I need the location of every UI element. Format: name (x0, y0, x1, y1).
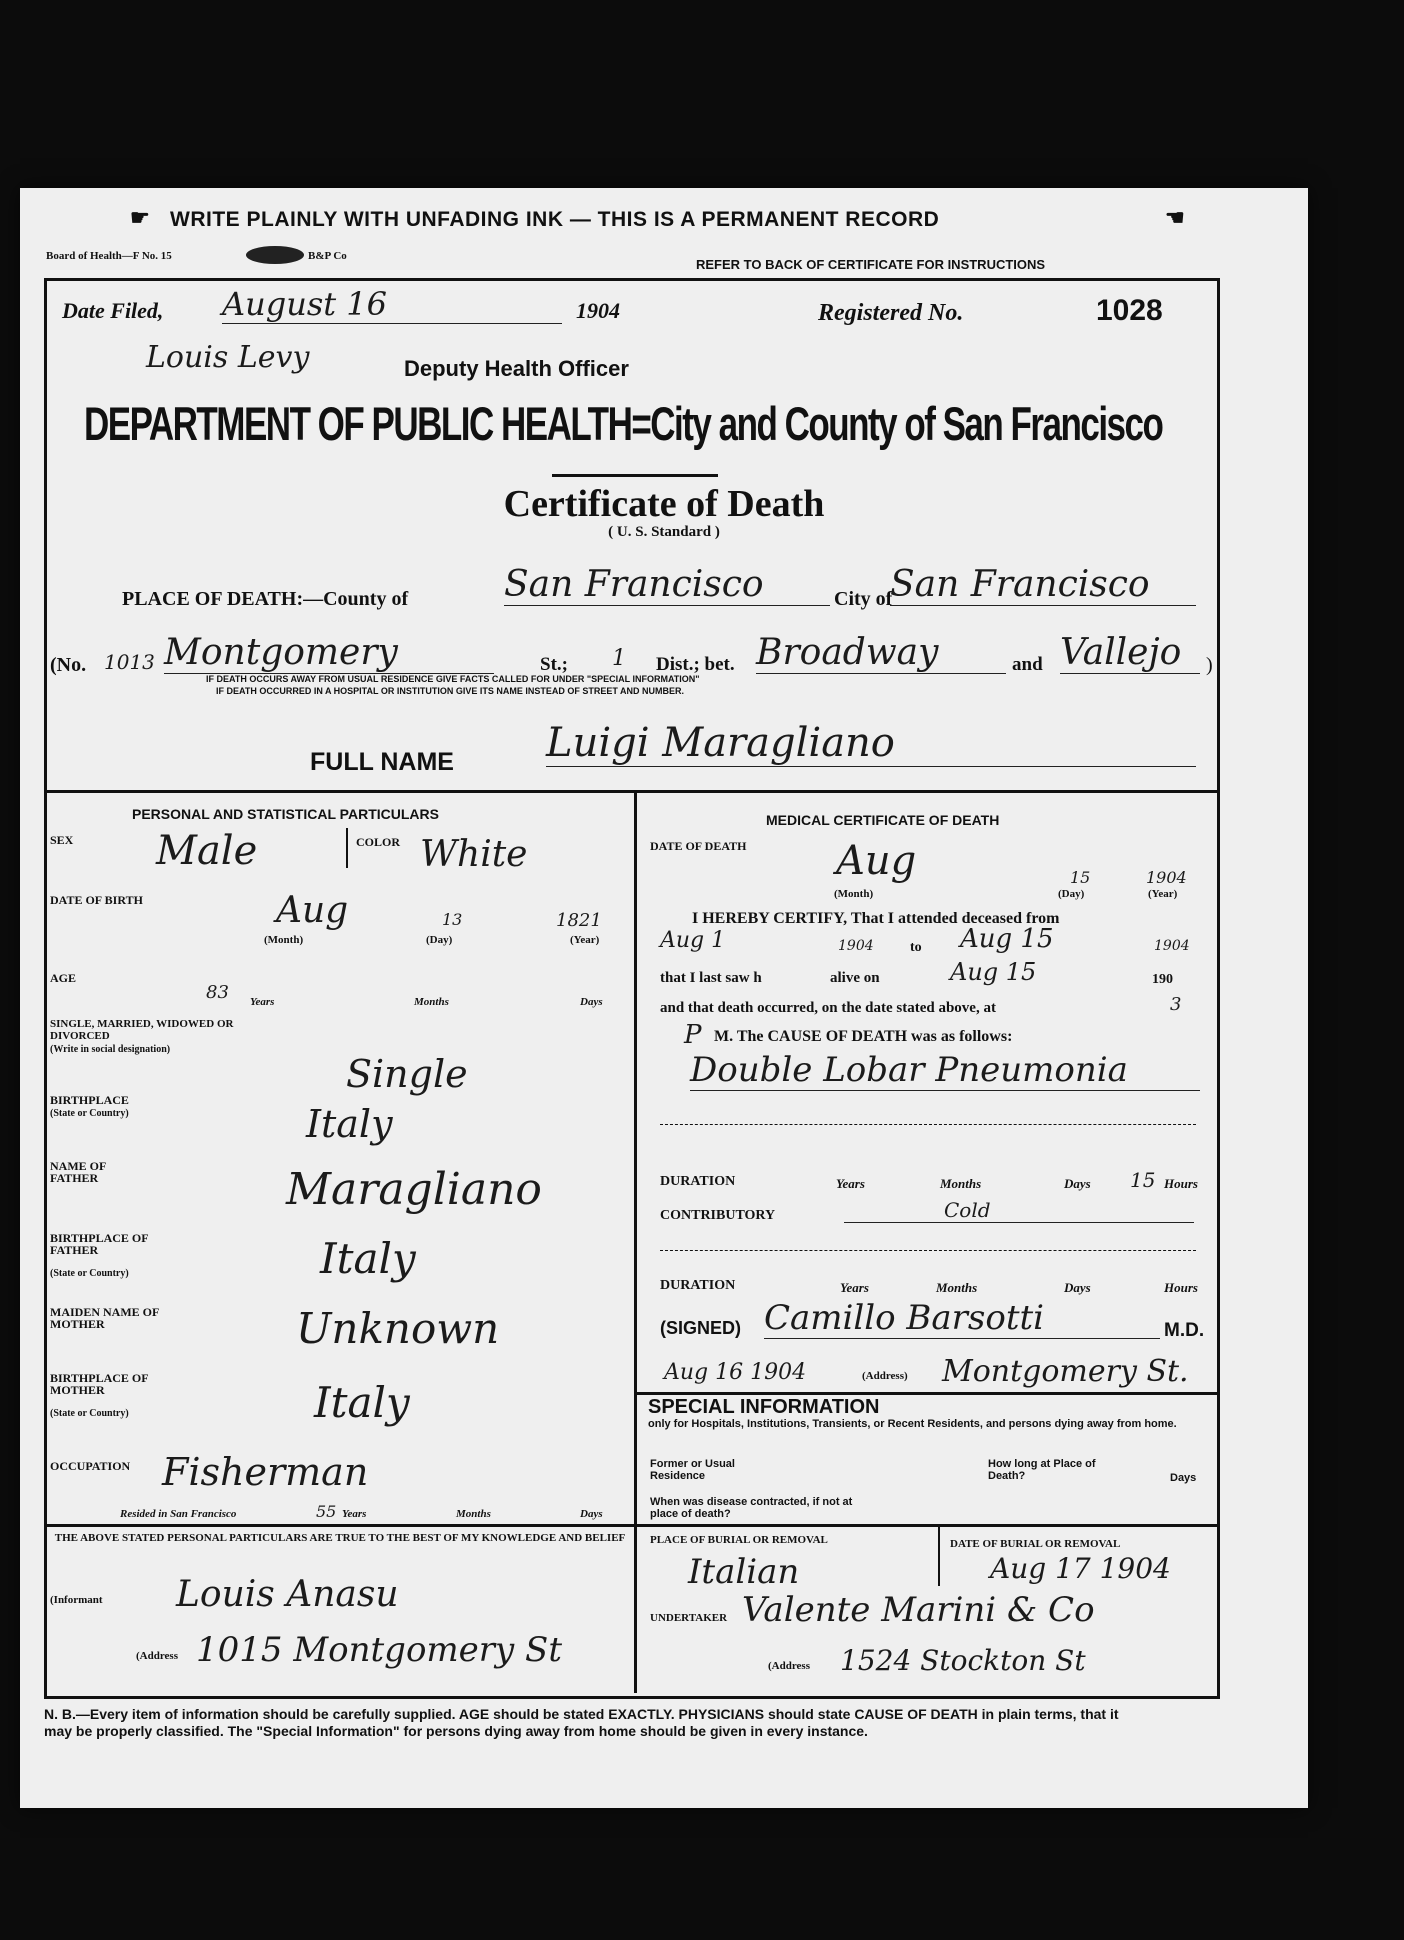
form-number: Board of Health—F No. 15 (46, 250, 172, 262)
personal-heading: PERSONAL AND STATISTICAL PARTICULARS (132, 806, 439, 822)
dob-day: 13 (442, 910, 463, 929)
undertaker-address-label: (Address (768, 1660, 810, 1672)
dod-month-label: (Month) (834, 888, 874, 900)
father-birthplace-value: Italy (320, 1234, 416, 1283)
refer-note: REFER TO BACK OF CERTIFICATE FOR INSTRUCTIONS (696, 257, 1046, 272)
mother-birthplace-value: Italy (314, 1378, 410, 1427)
cause-blank-line (660, 1124, 1196, 1125)
contributory-value: Cold (844, 1198, 1194, 1223)
dob-year: 1821 (556, 910, 602, 931)
dob-label: DATE OF BIRTH (50, 893, 143, 907)
date-filed-year: 1904 (576, 298, 620, 323)
resided-days-label: Days (580, 1508, 603, 1520)
place-label: PLACE OF DEATH:—County of (122, 588, 409, 610)
informant-address-value: 1015 Montgomery St (196, 1630, 562, 1670)
city-value: San Francisco (890, 564, 1196, 606)
alive-on-label: alive on (830, 970, 880, 986)
dod-year: 1904 (1146, 868, 1187, 887)
between-street-2: Vallejo (1060, 632, 1200, 674)
marital-value: Single (346, 1052, 468, 1096)
undertaker-value: Valente Marini & Co (742, 1590, 1095, 1630)
date-filed-label: Date Filed, (62, 298, 164, 323)
printer-name: B&P Co (308, 250, 347, 262)
pm-mark: P (684, 1020, 702, 1050)
county-value: San Francisco (504, 564, 830, 606)
district-value: 1 (612, 646, 626, 671)
resided-label: Resided in San Francisco (120, 1508, 237, 1520)
special-note: only for Hospitals, Institutions, Transients, or Recent Residents, and persons dying away from home. (648, 1418, 1177, 1430)
footer-note: N. B.—Every item of information should be carefully supplied. AGE should be stated EXACTLY. PHYSICIANS should state CAUSE OF DEATH in plain terms, that it may be properly classified. The "Special Information" for persons dying away from home should be given in every instance. (44, 1706, 1119, 1739)
attended-to: Aug 15 (960, 924, 1054, 954)
occupation-label: OCCUPATION (50, 1459, 131, 1473)
street-no-label: (No. (50, 654, 87, 676)
age-label: AGE (50, 971, 77, 985)
district-label: Dist.; bet. (656, 654, 735, 675)
department-title: DEPARTMENT OF PUBLIC HEALTH=City and County of San Francisco (84, 398, 1163, 451)
age-months-label: Months (414, 996, 449, 1008)
street-no-value: 1013 (104, 650, 155, 674)
birthplace-sublabel: (State or Country) (50, 1108, 129, 1119)
street-value: Montgomery (164, 632, 494, 674)
mother-birthplace-sublabel: (State or Country) (50, 1408, 129, 1419)
color-value: White (420, 834, 528, 875)
attended-to-label: to (910, 940, 922, 955)
physician-address-label: (Address) (862, 1370, 908, 1382)
special-days-label: Days (1170, 1472, 1197, 1484)
md-label: M.D. (1164, 1320, 1205, 1341)
marital-sublabel: (Write in social designation) (50, 1044, 171, 1055)
undertaker-address-value: 1524 Stockton St (840, 1644, 1086, 1677)
attest-rule (44, 1524, 636, 1527)
dob-month-label: (Month) (264, 934, 304, 946)
officer-signature: Louis Levy (146, 340, 310, 375)
dob-day-label: (Day) (426, 934, 453, 946)
standard-note: ( U. S. Standard ) (608, 524, 720, 540)
signed-label: (SIGNED) (660, 1318, 741, 1338)
birthplace-label: BIRTHPLACE (50, 1093, 129, 1107)
burial-divider (938, 1524, 940, 1586)
registered-label: Registered No. (818, 300, 964, 326)
special-rule (634, 1392, 1217, 1395)
age-years-label: Years (250, 996, 275, 1008)
signed-date: Aug 16 1904 (664, 1360, 807, 1385)
when-contracted-label: When was disease contracted, if not at place of death? (650, 1496, 853, 1520)
full-name-value: Luigi Maragliano (546, 720, 1196, 767)
certificate-title: Certificate of Death (503, 483, 825, 525)
former-residence-label: Former or Usual Residence (650, 1458, 735, 1482)
dod-label: DATE OF DEATH (650, 839, 747, 853)
dod-month: Aug (836, 838, 917, 884)
attended-from-year: 1904 (838, 938, 874, 954)
duration-days-label: Days (1064, 1176, 1091, 1191)
age-years: 83 (206, 982, 229, 1003)
father-birthplace-label: BIRTHPLACE OF FATHER (50, 1231, 149, 1257)
occurred-text: and that death occurred, on the date stated above, at (660, 1000, 996, 1016)
place-paren: ) (1206, 654, 1213, 676)
last-saw-label: that I last saw h (660, 970, 762, 986)
section-rule (44, 790, 1220, 793)
resided-years-label: Years (342, 1508, 367, 1520)
attended-from: Aug 1 (660, 928, 726, 953)
banner-arrow-icon: ☛ (130, 205, 150, 230)
duration-2-hours-label: Hours (1164, 1280, 1198, 1295)
physician-address-value: Montgomery St. (942, 1354, 1189, 1389)
mother-birthplace-label: BIRTHPLACE OF MOTHER (50, 1371, 149, 1397)
color-label: COLOR (356, 835, 401, 849)
dob-year-label: (Year) (570, 934, 600, 946)
duration-months-label: Months (940, 1176, 982, 1191)
marital-label: SINGLE, MARRIED, WIDOWED OR DIVORCED (50, 1018, 234, 1042)
certificate-sheet (20, 188, 1308, 1808)
place-note-2: IF DEATH OCCURRED IN A HOSPITAL OR INSTITUTION GIVE ITS NAME INSTEAD OF STREET AND NUMBER. (216, 686, 685, 696)
dod-day-label: (Day) (1058, 888, 1085, 900)
title-rule (552, 474, 718, 477)
cause-value: Double Lobar Pneumonia (690, 1050, 1200, 1091)
full-name-label: FULL NAME (310, 748, 454, 776)
sex-color-divider (346, 828, 348, 868)
cause-label: M. The CAUSE OF DEATH was as follows: (714, 1028, 1013, 1045)
registered-number: 1028 (1096, 294, 1163, 327)
dod-day: 15 (1070, 868, 1091, 887)
sex-value: Male (156, 828, 258, 874)
undertaker-label: UNDERTAKER (650, 1612, 728, 1624)
between-street-1: Broadway (756, 632, 1006, 674)
officer-title: Deputy Health Officer (404, 356, 629, 381)
mother-value: Unknown (296, 1304, 500, 1353)
date-filed-value: August 16 (222, 285, 562, 324)
and-label: and (1012, 654, 1043, 675)
duration-2-days-label: Days (1064, 1280, 1091, 1295)
column-divider (634, 790, 637, 1693)
street-label: St.; (540, 654, 568, 675)
last-saw-date: Aug 15 (950, 958, 1037, 986)
father-birthplace-sublabel: (State or Country) (50, 1268, 129, 1279)
burial-rule (634, 1524, 1217, 1527)
burial-date-value: Aug 17 1904 (990, 1552, 1171, 1585)
attest-text: THE ABOVE STATED PERSONAL PARTICULARS ARE TRUE TO THE BEST OF MY KNOWLEDGE AND BELIEF (54, 1532, 626, 1544)
death-hour: 3 (1170, 994, 1182, 1015)
how-long-label: How long at Place of Death? (988, 1458, 1096, 1482)
burial-place-value: Italian (688, 1552, 800, 1592)
informant-label: (Informant (50, 1594, 103, 1606)
dob-month: Aug (276, 890, 349, 931)
printer-seal (246, 246, 304, 264)
duration-2-years-label: Years (840, 1280, 869, 1295)
mother-label: MAIDEN NAME OF MOTHER (50, 1305, 159, 1331)
last-saw-year: 190 (1152, 972, 1173, 987)
duration-2-months-label: Months (936, 1280, 978, 1295)
birthplace-value: Italy (306, 1102, 393, 1146)
contributory-label: CONTRIBUTORY (660, 1208, 776, 1223)
duration-label: DURATION (660, 1174, 736, 1189)
burial-place-label: PLACE OF BURIAL OR REMOVAL (650, 1534, 828, 1546)
attended-to-year: 1904 (1154, 938, 1190, 954)
age-days-label: Days (580, 996, 603, 1008)
place-note-1: IF DEATH OCCURS AWAY FROM USUAL RESIDENCE GIVE FACTS CALLED FOR UNDER "SPECIAL INFORMATION" (206, 674, 700, 684)
physician-signature: Camillo Barsotti (764, 1298, 1160, 1339)
special-heading: SPECIAL INFORMATION (648, 1396, 880, 1418)
resided-months-label: Months (456, 1508, 491, 1520)
burial-date-label: DATE OF BURIAL OR REMOVAL (950, 1538, 1121, 1550)
duration-hours-value: 15 (1130, 1168, 1156, 1192)
dod-year-label: (Year) (1148, 888, 1178, 900)
occupation-value: Fisherman (162, 1450, 369, 1494)
informant-address-label: (Address (136, 1650, 178, 1662)
contributory-blank-line (660, 1250, 1196, 1251)
duration-hours-label: Hours (1164, 1176, 1198, 1191)
banner-arrow-icon-right: ☛ (1165, 205, 1185, 230)
father-value: Maragliano (286, 1164, 542, 1215)
sex-label: SEX (50, 833, 74, 847)
duration-2-label: DURATION (660, 1278, 736, 1293)
resided-years: 55 (316, 1502, 337, 1521)
city-label: City of (834, 588, 893, 610)
certify-text: I HEREBY CERTIFY, That I attended deceased from (692, 910, 1060, 927)
father-label: NAME OF FATHER (50, 1159, 106, 1185)
duration-years-label: Years (836, 1176, 865, 1191)
banner-text: WRITE PLAINLY WITH UNFADING INK — THIS IS A PERMANENT RECORD (170, 208, 940, 231)
informant-value: Louis Anasu (176, 1574, 399, 1615)
medical-heading: MEDICAL CERTIFICATE OF DEATH (766, 812, 1000, 828)
